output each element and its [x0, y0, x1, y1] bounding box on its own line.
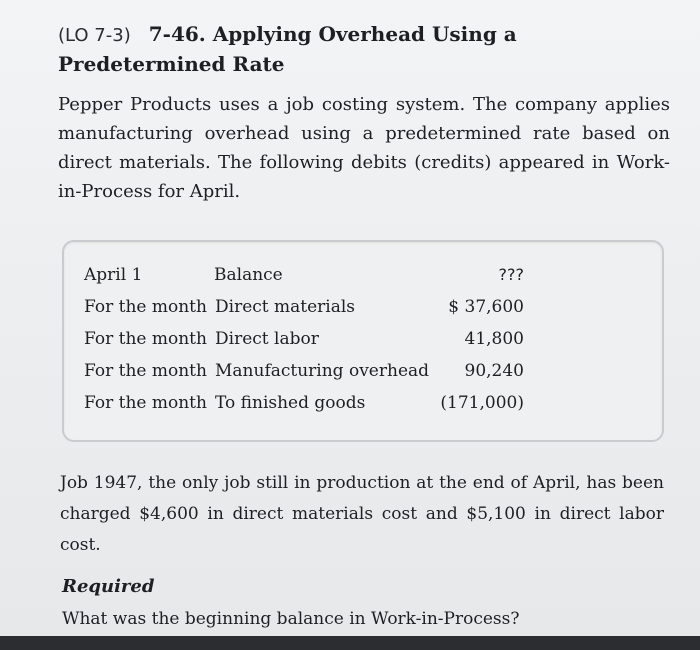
job-detail-paragraph: Job 1947, the only job still in production at the end of April, has been charged $4,600 in direct materials cost and $5,100 in direct labor cost. — [60, 473, 664, 555]
work-in-process-ledger — [62, 240, 664, 442]
question-text: What was the beginning balance in Work-in-Process? — [62, 609, 520, 629]
ledger-item: Direct materials — [215, 297, 356, 317]
ledger-amount: (171,000) — [440, 393, 524, 413]
ledger-row — [84, 356, 524, 386]
ledger-date: For the month — [84, 393, 207, 413]
ledger-item: Manufacturing overhead — [215, 361, 430, 381]
ledger-date: For the month — [84, 361, 207, 381]
ledger-row — [84, 324, 524, 354]
ledger-row — [84, 260, 524, 290]
bottom-edge-strip — [0, 636, 700, 650]
problem-heading — [58, 20, 658, 79]
problem-intro: Pepper Products uses a job costing system. The company applies manufacturing overhead using a predetermined rate based on direct materials. The following debits (credits) appeared in Work-in-Process for April. — [58, 94, 670, 202]
problem-title: 7-46. Applying Overhead Using a Predetermined Rate — [58, 22, 517, 76]
ledger-amount: 90,240 — [464, 361, 524, 381]
learning-objective-label: (LO 7-3) — [58, 25, 131, 46]
ledger-amount: ??? — [498, 265, 524, 284]
ledger-item: To finished goods — [215, 393, 366, 413]
ledger-amount: 41,800 — [464, 329, 524, 349]
ledger-row — [84, 388, 524, 418]
ledger-date: April 1 — [84, 265, 143, 285]
ledger-item: Balance — [214, 265, 283, 285]
ledger-date: For the month — [84, 329, 207, 349]
ledger-amount: $ 37,600 — [448, 297, 524, 317]
required-label: Required — [62, 576, 155, 597]
ledger-item: Direct labor — [215, 329, 319, 349]
ledger-row — [84, 292, 524, 322]
ledger-date: For the month — [84, 297, 207, 317]
